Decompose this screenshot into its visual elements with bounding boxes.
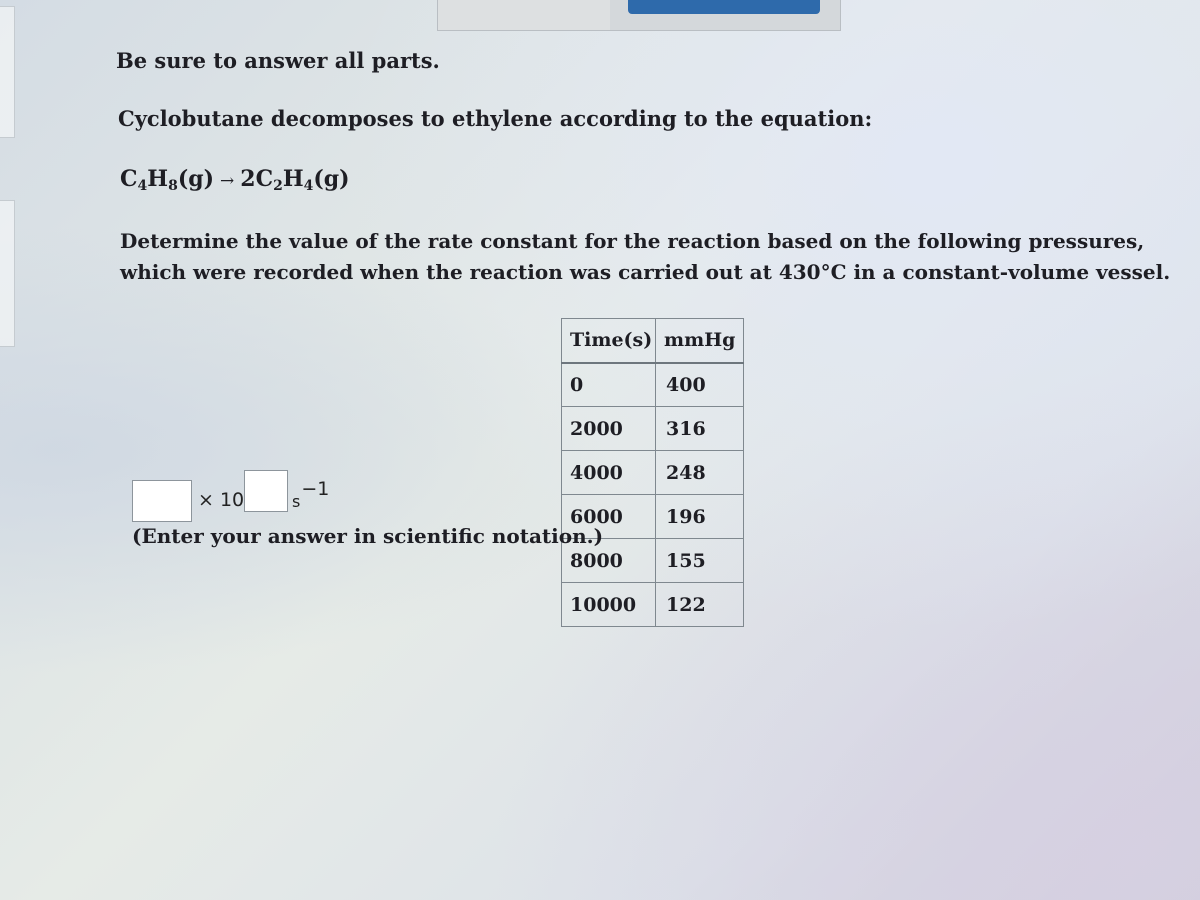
top-tab-left[interactable] [437, 0, 611, 31]
times-ten-label: × 10 [198, 489, 245, 511]
mantissa-input[interactable] [132, 480, 192, 522]
product-state: (g) [313, 166, 350, 192]
table-cell-time: 8000 [562, 539, 656, 583]
table-header-row [562, 319, 744, 363]
product-c-subscript: 2 [273, 178, 283, 194]
pressure-data-table [561, 318, 744, 627]
product-c: C [255, 166, 274, 192]
reaction-arrow-icon: → [220, 171, 235, 191]
chemical-equation [120, 166, 350, 194]
reactant-h: H [147, 166, 169, 192]
unit-exponent: −1 [301, 478, 330, 500]
table-row [562, 451, 744, 495]
table-cell-time: 4000 [562, 451, 656, 495]
table-cell-pressure: 122 [656, 583, 744, 627]
product-h-subscript: 4 [303, 178, 314, 194]
table-cell-pressure: 155 [656, 539, 744, 583]
table-cell-time: 0 [562, 363, 656, 407]
top-blue-button[interactable] [628, 0, 820, 14]
reactant-c-subscript: 4 [137, 178, 148, 194]
table-cell-pressure: 400 [656, 363, 744, 407]
table-header-time: Time(s) [562, 319, 656, 363]
table-cell-pressure: 248 [656, 451, 744, 495]
table-row [562, 583, 744, 627]
table-row [562, 407, 744, 451]
unit-label [292, 478, 329, 512]
product-h: H [282, 166, 304, 192]
table-cell-time: 6000 [562, 495, 656, 539]
table-row [562, 363, 744, 407]
reactant-state: (g) [177, 166, 215, 192]
table-header-pressure: mmHg [656, 319, 744, 363]
table-cell-pressure: 316 [656, 407, 744, 451]
answer-format-note: (Enter your answer in scientific notation.) [132, 524, 604, 548]
reactant-h-subscript: 8 [168, 178, 178, 194]
left-edge-panel [0, 6, 15, 138]
question-text: Determine the value of the rate constant for the reaction based on the following pressures, which were recorded when the reaction was carried out at 430°C in a constant-volume vessel. [120, 229, 1171, 284]
table-cell-pressure: 196 [656, 495, 744, 539]
left-edge-panel [0, 200, 15, 347]
instruction-text: Be sure to answer all parts. [116, 48, 440, 73]
exponent-input[interactable] [244, 470, 288, 512]
reactant-c: C [120, 166, 138, 192]
table-cell-time: 10000 [562, 583, 656, 627]
intro-text: Cyclobutane decomposes to ethylene according to the equation: [118, 106, 873, 131]
table-cell-time: 2000 [562, 407, 656, 451]
product-coefficient: 2 [240, 166, 256, 192]
top-tab-right[interactable] [610, 0, 841, 31]
unit-base: s [292, 492, 301, 511]
